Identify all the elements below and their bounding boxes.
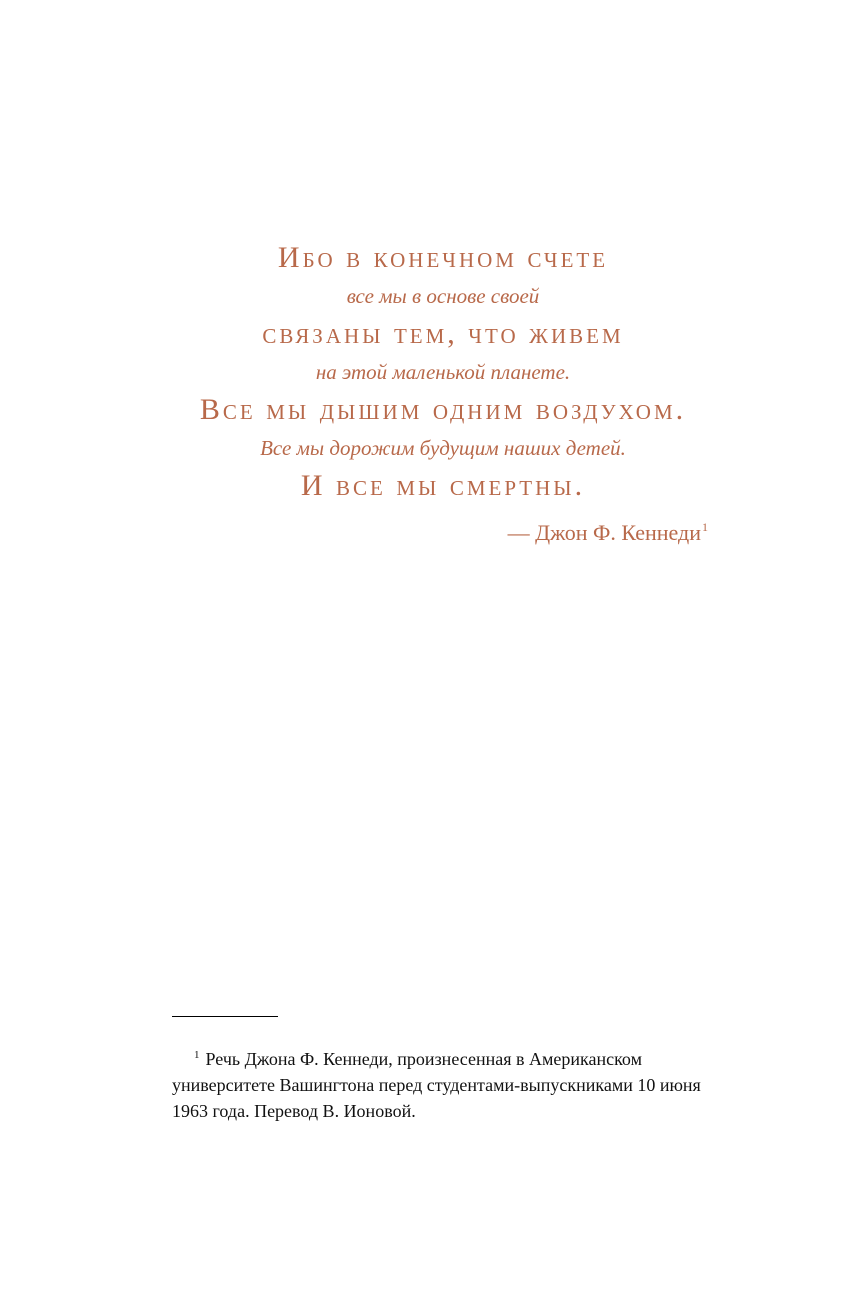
footnote-divider	[172, 1016, 278, 1017]
epigraph-line-3: связаны тем, что живем	[262, 317, 624, 350]
epigraph-line-7: И все мы смертны.	[300, 469, 586, 502]
epigraph-line-5: Все мы дышим одним воздухом.	[199, 393, 687, 426]
epigraph-line-2: все мы в основе своей	[346, 284, 540, 308]
footnote	[172, 1042, 732, 1124]
epigraph-line-4: на этой маленькой планете.	[315, 360, 571, 384]
footnote-reference[interactable]: 1	[702, 520, 708, 534]
epigraph	[0, 236, 856, 508]
footnote-text: Речь Джона Ф. Кеннеди, произнесенная в Американском университете Вашингтона перед студентами-выпускниками 10 июня 1963 года. Перевод В. Ионовой.	[172, 1049, 701, 1121]
attribution-text: — Джон Ф. Кеннеди	[507, 520, 701, 545]
epigraph-line-1: Ибо в конечном счете	[277, 241, 609, 274]
footnote-mark: 1	[194, 1049, 200, 1061]
epigraph-attribution	[508, 520, 708, 546]
epigraph-line-6: Все мы дорожим будущим наших детей.	[260, 436, 626, 460]
